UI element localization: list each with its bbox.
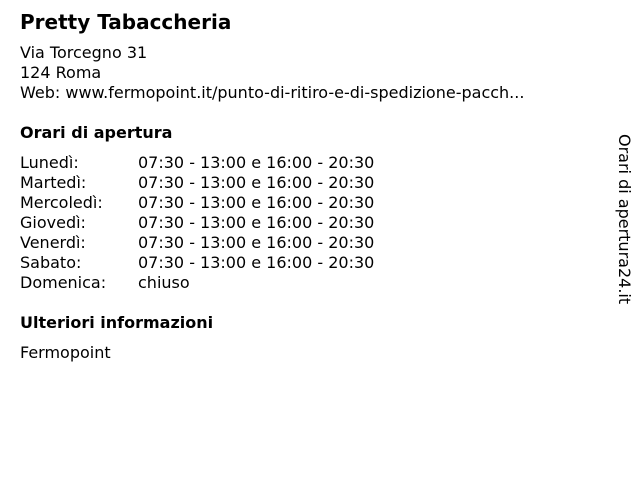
hours-row-thursday	[20, 213, 374, 233]
hours-value-saturday: 07:30 - 13:00 e 16:00 - 20:30	[138, 253, 375, 272]
hours-value-sunday: chiuso	[138, 273, 190, 292]
brand-vertical-text: Orari di apertura24.it	[615, 134, 634, 305]
day-label-friday: Venerdì:	[20, 233, 86, 252]
additional-info-heading: Ulteriori informazioni	[20, 313, 214, 332]
hours-row-wednesday	[20, 193, 374, 213]
hours-value-monday: 07:30 - 13:00 e 16:00 - 20:30	[138, 153, 375, 172]
hours-row-monday	[20, 153, 374, 173]
hours-value-wednesday: 07:30 - 13:00 e 16:00 - 20:30	[138, 193, 375, 212]
hours-value-tuesday: 07:30 - 13:00 e 16:00 - 20:30	[138, 173, 375, 192]
day-label-sunday: Domenica:	[20, 273, 107, 292]
business-website[interactable]: Web: www.fermopoint.it/punto-di-ritiro-e-di-spedizione-pacch...	[20, 83, 525, 102]
day-label-monday: Lunedì:	[20, 153, 79, 172]
address-street: Via Torcegno 31	[20, 43, 148, 62]
hours-row-tuesday	[20, 173, 374, 193]
additional-info-text: Fermopoint	[20, 343, 111, 362]
day-label-thursday: Giovedì:	[20, 213, 86, 232]
day-label-saturday: Sabato:	[20, 253, 82, 272]
business-address	[20, 43, 524, 103]
opening-hours-heading: Orari di apertura	[20, 123, 173, 142]
address-city: 124 Roma	[20, 63, 102, 82]
business-name: Pretty Tabaccheria	[20, 10, 232, 34]
day-label-tuesday: Martedì:	[20, 173, 87, 192]
opening-hours-table	[20, 153, 374, 293]
hours-row-saturday	[20, 253, 374, 273]
day-label-wednesday: Mercoledì:	[20, 193, 103, 212]
hours-row-friday	[20, 233, 374, 253]
hours-value-thursday: 07:30 - 13:00 e 16:00 - 20:30	[138, 213, 375, 232]
hours-row-sunday	[20, 273, 374, 293]
hours-value-friday: 07:30 - 13:00 e 16:00 - 20:30	[138, 233, 375, 252]
